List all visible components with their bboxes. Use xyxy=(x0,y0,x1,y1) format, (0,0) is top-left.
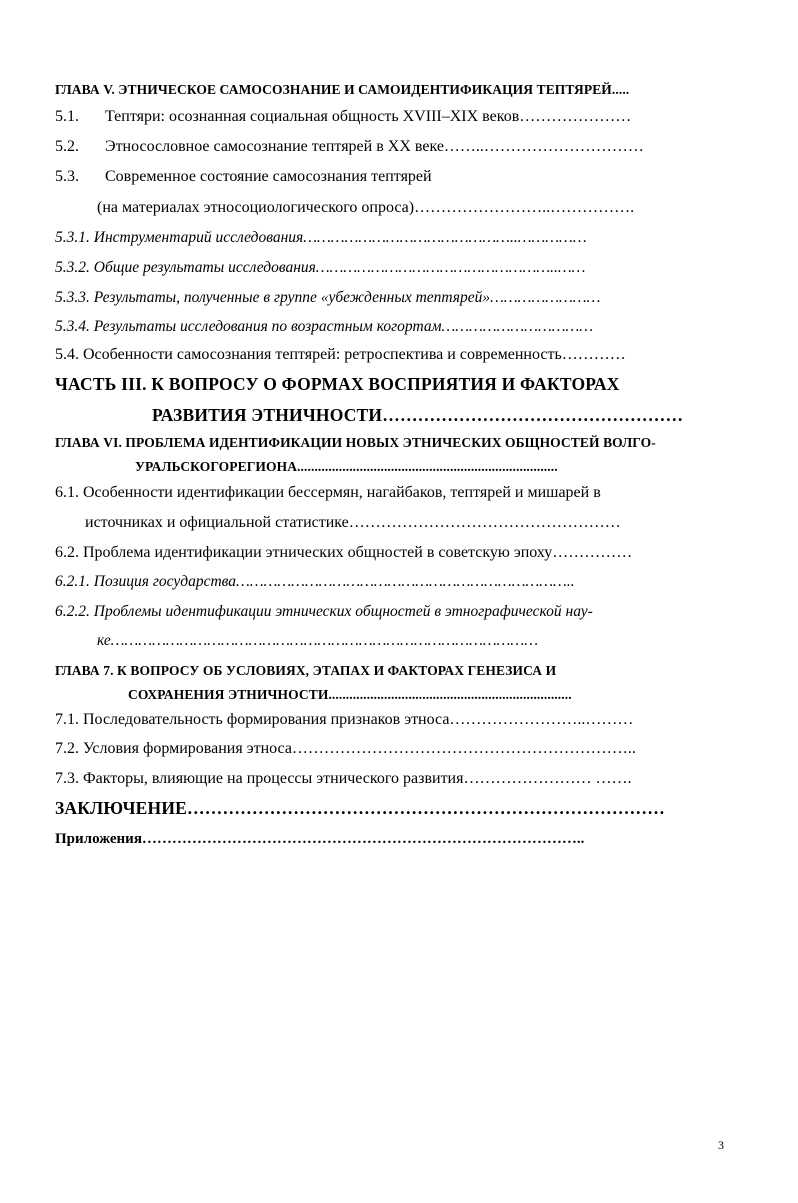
toc-item-number: 5.2. xyxy=(55,138,79,155)
toc-item-5-4: 5.4. Особенности самосознания тептярей: ретроспектива и современность………… xyxy=(55,346,626,363)
toc-part-3-heading-continuation: РАЗВИТИЯ ЭТНИЧНОСТИ…………………………………………… xyxy=(152,405,684,425)
toc-appendices: Приложения…………………………………………………………………………….. xyxy=(55,831,585,847)
toc-item-5-2 xyxy=(55,138,644,156)
toc-item-label: Этносословное самосознание тептярей в XX веке……..………………………… xyxy=(105,138,644,155)
toc-item-6-2-2-continuation: ке………………………………………………………………………………… xyxy=(97,632,538,649)
toc-chapter-6-heading-continuation: УРАЛЬСКОГОРЕГИОНА........................................................................... xyxy=(135,459,558,474)
toc-item-6-2-1: 6.2.1. Позиция государства……………………………………………………………….. xyxy=(55,573,575,590)
toc-item-number: 5.1. xyxy=(55,108,79,125)
toc-item-7-3: 7.3. Факторы, влияющие на процессы этнического развития…………………… ……. xyxy=(55,770,632,787)
toc-item-5-3-continuation: (на материалах этносоциологического опроса)……………………..……………. xyxy=(97,199,635,216)
toc-item-number: 5.3. xyxy=(55,168,79,185)
toc-item-5-1 xyxy=(55,108,631,126)
toc-item-5-3-2: 5.3.2. Общие результаты исследования……………………………………………..…… xyxy=(55,259,586,276)
toc-item-6-2-2: 6.2.2. Проблемы идентификации этнических общностей в этнографической нау- xyxy=(55,603,593,620)
toc-chapter-5-heading: ГЛАВА V. ЭТНИЧЕСКОЕ САМОСОЗНАНИЕ И САМОИДЕНТИФИКАЦИЯ ТЕПТЯРЕЙ..... xyxy=(55,82,630,97)
toc-part-3-heading: ЧАСТЬ III. К ВОПРОСУ О ФОРМАХ ВОСПРИЯТИЯ И ФАКТОРАХ xyxy=(55,374,620,394)
toc-chapter-7-heading-continuation: СОХРАНЕНИЯ ЭТНИЧНОСТИ...................................................................... xyxy=(128,687,572,702)
toc-item-6-2: 6.2. Проблема идентификации этнических общностей в советскую эпоху…………… xyxy=(55,544,633,561)
toc-item-5-3-3: 5.3.3. Результаты, полученные в группе «убежденных тептярей»…………………… xyxy=(55,289,601,306)
toc-item-5-3-4: 5.3.4. Результаты исследования по возрастным когортам…………………………… xyxy=(55,318,594,335)
toc-item-label: Современное состояние самосознания тептярей xyxy=(105,168,432,185)
toc-item-label: Тептяри: осознанная социальная общность XVIII–XIX веков………………… xyxy=(105,108,632,125)
toc-item-7-1: 7.1. Последовательность формирования признаков этноса……………………..……… xyxy=(55,711,634,728)
toc-item-5-3-1: 5.3.1. Инструментарий исследования………………………………………..…………… xyxy=(55,229,587,246)
toc-chapter-6-heading: ГЛАВА VI. ПРОБЛЕМА ИДЕНТИФИКАЦИИ НОВЫХ ЭТНИЧЕСКИХ ОБЩНОСТЕЙ ВОЛГО- xyxy=(55,435,656,450)
toc-chapter-7-heading: ГЛАВА 7. К ВОПРОСУ ОБ УСЛОВИЯХ, ЭТАПАХ И ФАКТОРАХ ГЕНЕЗИСА И xyxy=(55,663,557,678)
toc-item-5-3 xyxy=(55,168,432,186)
toc-conclusion: ЗАКЛЮЧЕНИЕ……………………………………………………………………… xyxy=(55,798,665,818)
page-number: 3 xyxy=(718,1138,724,1152)
toc-item-6-1: 6.1. Особенности идентификации бессермян, нагайбаков, тептярей и мишарей в xyxy=(55,484,601,501)
toc-item-7-2: 7.2. Условия формирования этноса……………………………………………………….. xyxy=(55,740,636,757)
toc-item-6-1-continuation: источниках и официальной статистике…………………………………………… xyxy=(85,514,621,531)
